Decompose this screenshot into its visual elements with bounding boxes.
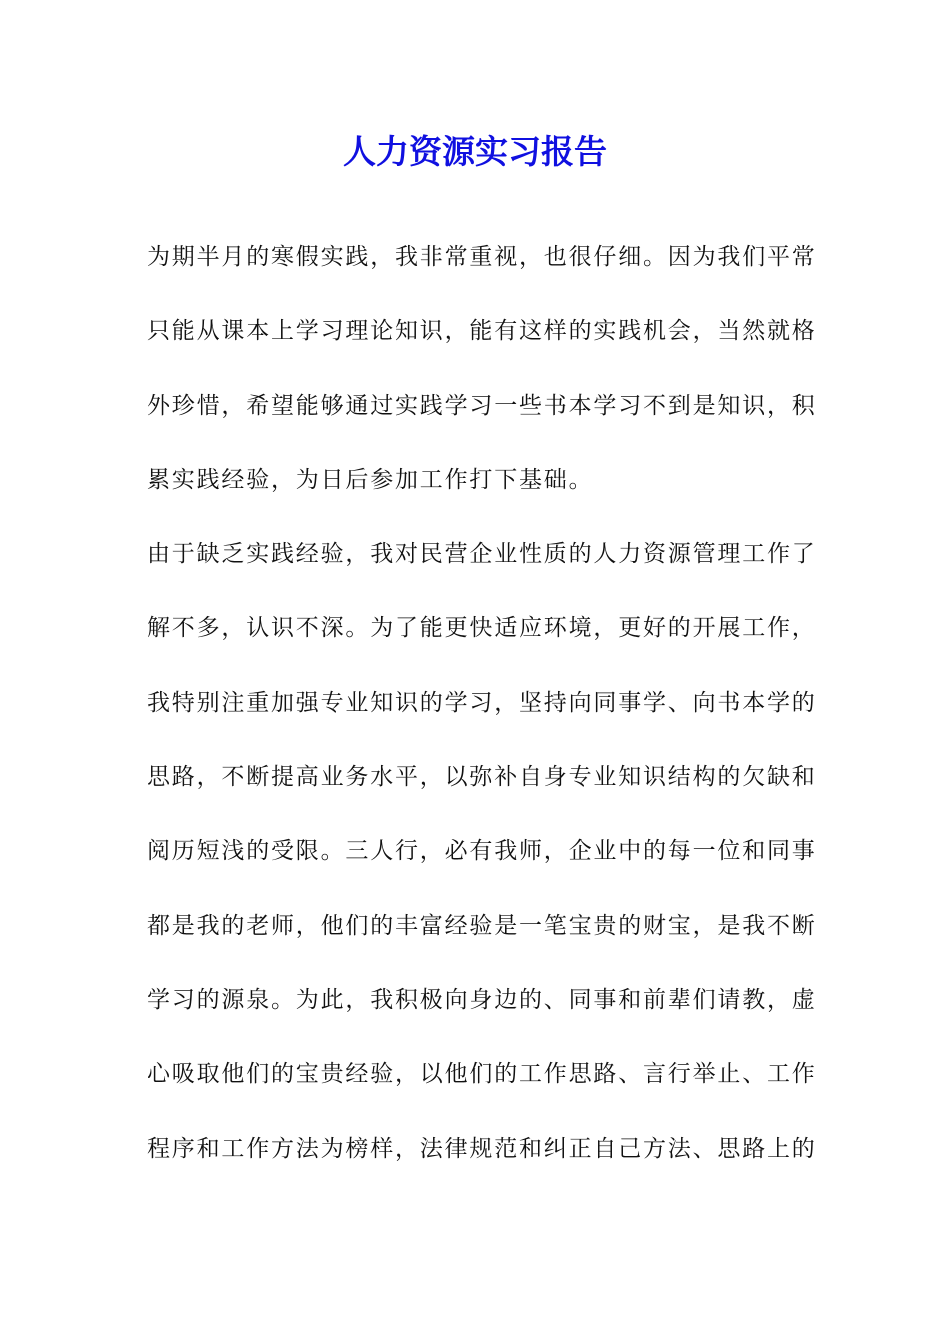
body-line [147,834,817,908]
body-line [147,611,817,685]
body-line [147,537,817,611]
body-line [147,983,817,1057]
body-line [147,1057,817,1131]
body-line-text: 外珍惜，希望能够通过实践学习一些书本学习不到是知识，积 [147,392,817,419]
body-line [147,909,817,983]
body-line-text: 学习的源泉。为此，我积极向身边的、同事和前辈们请教，虚 [147,986,817,1013]
body-line [147,1132,817,1206]
body-line [147,463,803,537]
body-line [147,686,817,760]
body-line-text: 心吸取他们的宝贵经验，以他们的工作思路、言行举止、工作 [147,1061,817,1088]
document-body [147,240,817,1206]
body-line [147,760,817,834]
body-line-text: 我特别注重加强专业知识的学习，坚持向同事学、向书本学的 [147,689,817,716]
body-line-text: 由于缺乏实践经验，我对民营企业性质的人力资源管理工作了 [147,541,817,568]
body-line-text: 为期半月的寒假实践，我非常重视，也很仔细。因为我们平常 [147,244,817,270]
body-line [147,314,817,388]
body-line-text: 解不多，认识不深。为了能更快适应环境，更好的开展工作， [147,615,817,642]
document-title: 人力资源实习报告 [343,132,607,171]
body-line-text: 都是我的老师，他们的丰富经验是一笔宝贵的财宝，是我不断 [147,912,817,939]
body-line-text: 累实践经验，为日后参加工作打下基础。 [147,466,594,493]
body-line-text: 只能从课本上学习理论知识，能有这样的实践机会，当然就格 [147,318,817,345]
body-line-text: 阅历短浅的受限。三人行，必有我师，企业中的每一位和同事 [147,838,817,865]
body-line [147,389,817,463]
body-line-text: 程序和工作方法为榜样，法律规范和纠正自己方法、思路上的 [147,1135,817,1162]
body-line [147,240,817,314]
body-line-text: 思路，不断提高业务水平，以弥补自身专业知识结构的欠缺和 [147,764,817,791]
